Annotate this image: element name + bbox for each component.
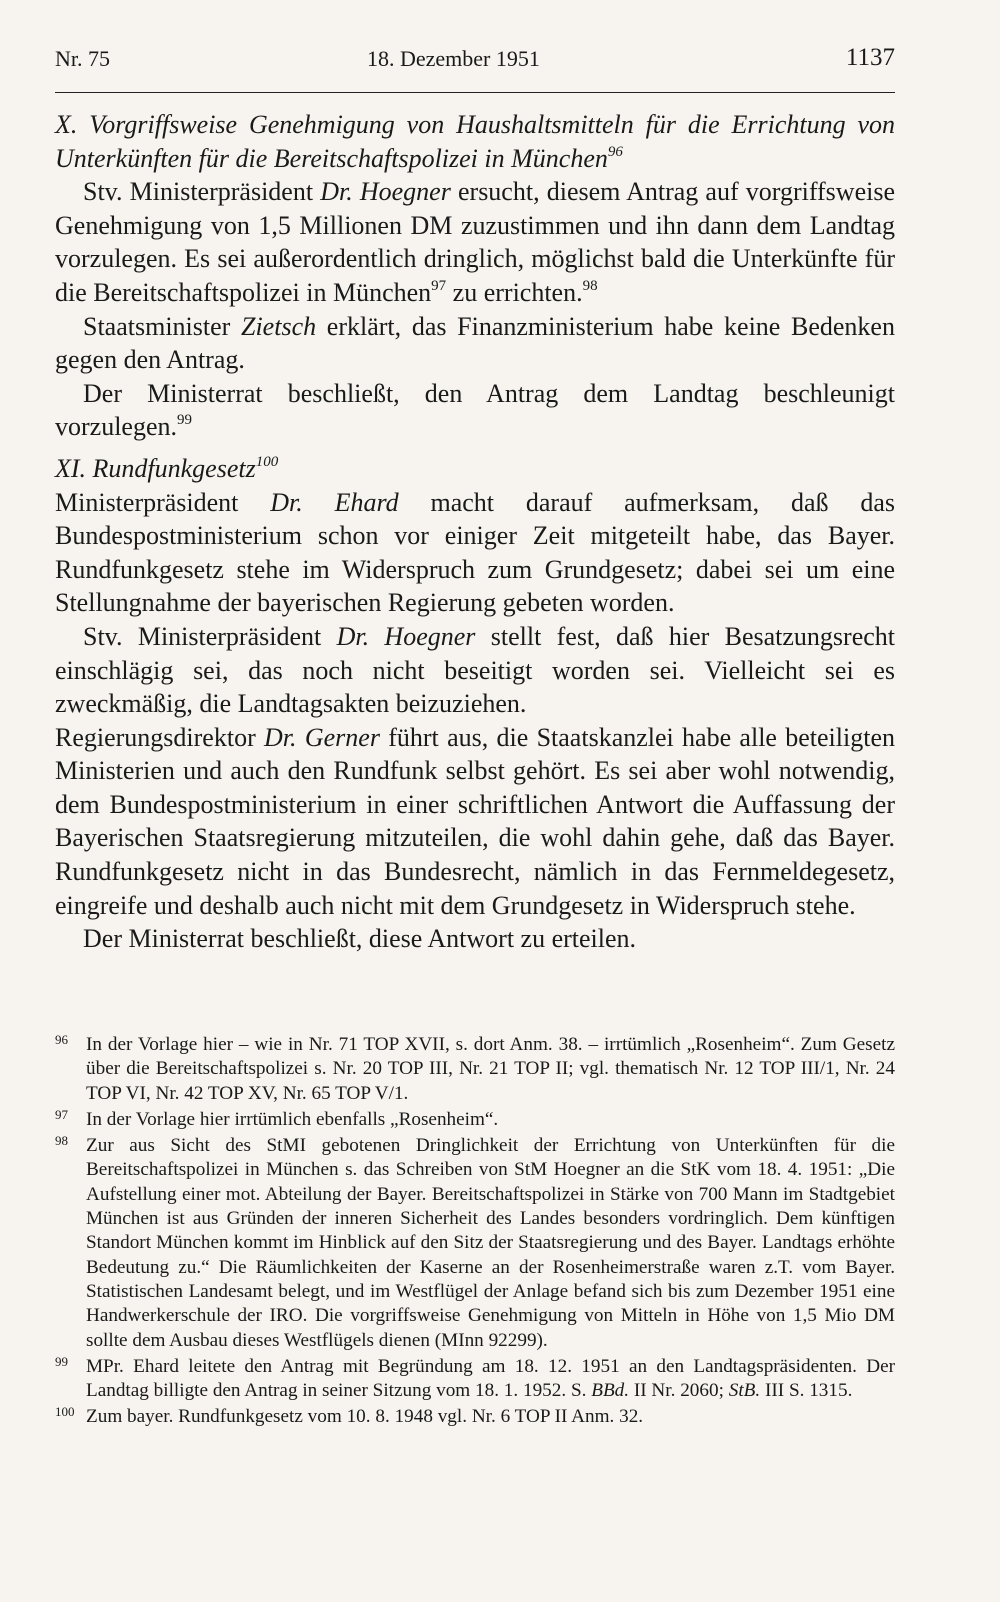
paragraph: Staatsminister Zietsch erklärt, das Finanzministerium habe keine Bedenken gegen den Antrag.: [55, 311, 895, 375]
footnote-number: 100: [55, 1404, 75, 1420]
paragraph: Der Ministerrat beschließt, diese Antwort zu erteilen.: [83, 924, 637, 954]
footnote-number: 98: [55, 1133, 68, 1149]
paragraph: Stv. Ministerpräsident Dr. Hoegner stellt fest, daß hier Besatzungsrecht einschlägig sei, das noch nicht beseitigt worden sei. Vielleicht sei es zweckmäßig, die Landtagsakten beizuziehen.: [55, 621, 895, 719]
footnote-number: 97: [55, 1106, 68, 1122]
paragraph: Regierungsdirektor Dr. Gerner führt aus, die Staatskanzlei habe alle beteiligten Ministerien und auch den Rundfunk selbst gehört. Es sei aber wohl notwendig, dem Bundespostministerium in einer schriftlichen Antwort die Auffassung der Bayerischen Staatsregierung mitzuteilen, die wohl dahin gehe, daß das Bayer. Rundfunkgesetz nicht in das Bundesrecht, nämlich in das Fernmeldegesetz, eingreife und deshalb auch nicht mit dem Grundgesetz in Widerspruch stehe.: [55, 722, 895, 920]
header-date: 18. Dezember 1951: [367, 46, 540, 71]
footnote-ref: 100: [255, 453, 279, 470]
footnote-ref: 99: [177, 412, 193, 429]
footnote-number: 96: [55, 1032, 68, 1047]
person-name: Dr. Ehard: [270, 487, 399, 517]
person-name: Zietsch: [241, 311, 317, 341]
person-name: Dr. Hoegner: [320, 177, 451, 207]
main-text: [55, 108, 895, 956]
footnotes: [55, 1033, 895, 1432]
paragraph: Der Ministerrat beschließt, den Antrag dem Landtag beschleunigt vorzulegen.$^{99}$: [55, 378, 895, 442]
issue-number: Nr. 75: [55, 46, 110, 71]
footnote: 99 MPr. Ehard leitete den Antrag mit Begründung am 18. 12. 1951 an den Landtagspräsidenten. Der Landtag billigte den Antrag in seiner Sitzung vom 18. 1. 1952. S. BBd. II Nr. 2060; StB. III S. 1315.: [55, 1355, 895, 1404]
section-xi-heading: XI. Rundfunkgesetz$^{100}$: [55, 453, 279, 483]
footnote: 97 In der Vorlage hier irrtümlich ebenfalls „Rosenheim“.: [55, 1108, 895, 1132]
paragraph: Ministerpräsident Dr. Ehard macht darauf aufmerksam, daß das Bundespostministerium schon vor einiger Zeit mitgeteilt habe, das Bayer. Rundfunkgesetz stehe im Widerspruch zum Grundgesetz; dabei sei um eine Stellungnahme der bayerischen Regierung gebeten worden.: [55, 487, 895, 618]
footnote: 98 Zur aus Sicht des StMI gebotenen Dringlichkeit der Errichtung von Unterkünften für die Bereitschaftspolizei in München s. das Schreiben von StM Hoegner an die StK vom 18. 4. 1951: „Die Aufstellung einer mot. Abteilung der Bayer. Bereitschaftspolizei in Stärke von 700 Mann im Stadtgebiet München ist aus Gründen der inneren Sicherheit des Landes besonders vordringlich. Dem künftigen Standort München kommt im Hinblick auf den Sitz der Staatsregierung und des Bayer. Landtags erhöhte Bedeutung zu.“ Die Räumlichkeiten der Kaserne an der Rosenheimerstraße waren z.T. vom Bayer. Statistischen Landesamt belegt, und im Westflügel der Anlage befand sich bis zum Dezember 1951 eine Handwerkerschule der IRO. Die vorgriffsweise Genehmigung von Mitteln in Höhe von 1,5 Mio DM sollte dem Ausbau dieses Westflügels dienen (MInn 92299).: [55, 1134, 895, 1353]
page-header: [55, 46, 895, 86]
page-number: 1137: [845, 44, 895, 71]
header-rule: [55, 92, 895, 93]
footnote-ref: 98: [582, 277, 598, 294]
paragraph: Stv. Ministerpräsident Dr. Hoegner ersucht, diesem Antrag auf vorgriffsweise Genehmigung von 1,5 Millionen DM zuzustimmen und ihn dann dem Landtag vorzulegen. Es sei außerordentlich dringlich, möglichst bald die Unterkünfte für die Bereitschaftspolizei in München$^{97}$ zu errichten.$^{98}$: [55, 177, 895, 307]
person-name: Dr. Gerner: [264, 722, 380, 752]
footnote-ref: 97: [431, 277, 447, 294]
footnote-number: 99: [55, 1353, 68, 1369]
footnote: 100 Zum bayer. Rundfunkgesetz vom 10. 8. 1948 vgl. Nr. 6 TOP II Anm. 32.: [55, 1405, 895, 1429]
footnote: 96 In der Vorlage hier – wie in Nr. 71 TOP XVII, s. dort Anm. 38. – irrtümlich „Rosenheim“. Zum Gesetz über die Bereitschaftspolizei s. Nr. 20 TOP III, Nr. 21 TOP II; vgl. thematisch Nr. 12 TOP III/1, Nr. 24 TOP VI, Nr. 42 TOP XV, Nr. 65 TOP V/1.: [55, 1033, 895, 1106]
footnote-ref: 96: [607, 143, 623, 160]
person-name: Dr. Hoegner: [336, 621, 476, 651]
section-x-heading: X. Vorgriffsweise Genehmigung von Haushaltsmitteln für die Errichtung von Unterkünften für die Bereitschaftspolizei in München$^{96}$: [55, 110, 895, 173]
